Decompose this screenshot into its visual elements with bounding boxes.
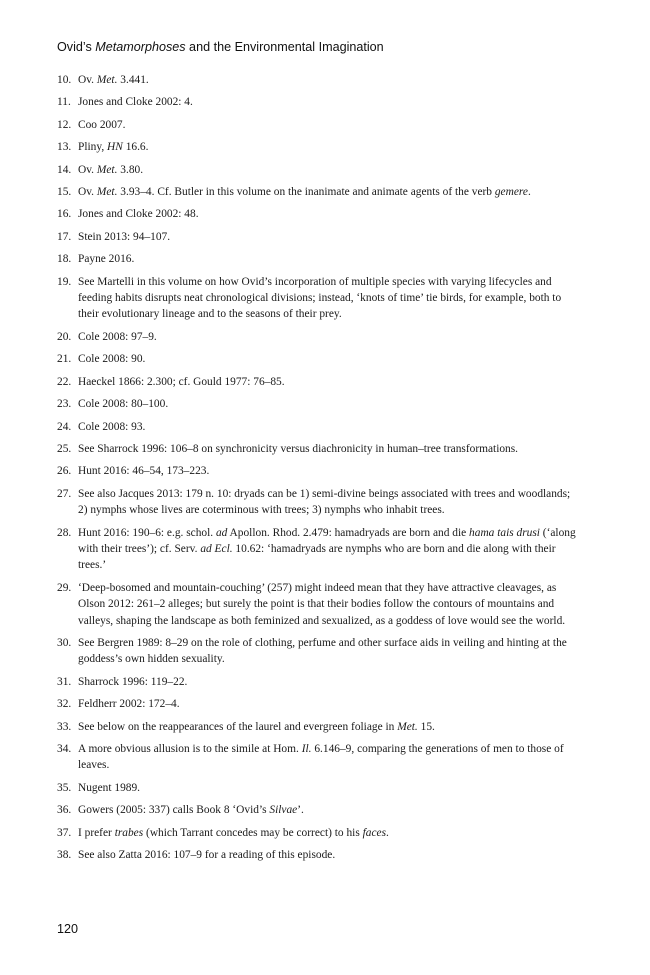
endnote-number: 12. — [57, 118, 72, 131]
endnote-text — [78, 331, 157, 343]
endnote — [57, 825, 577, 841]
endnote — [57, 374, 577, 390]
endnote-number: 15. — [57, 186, 72, 199]
endnote-text-segment: ’. — [297, 804, 304, 817]
endnote-text-segment: Feldherr 2002: 172–4. — [78, 698, 180, 711]
endnote-italic-segment: Met. — [397, 720, 418, 733]
endnote-number: 36. — [57, 804, 72, 817]
endnote — [57, 162, 577, 178]
endnote-number: 25. — [57, 442, 72, 455]
endnote-text-segment: 16.6. — [122, 141, 149, 154]
running-head-text: Ovid’s — [57, 40, 96, 54]
endnote — [57, 419, 577, 435]
endnote-number: 28. — [57, 526, 72, 539]
endnote — [57, 139, 577, 155]
endnote-text-segment: See Martelli in this volume on how Ovid’s incorporation of multiple species with varying lifecycles and feeding habits disrupts neat chronological divisions; instead, ‘knots of time’ tie birds, for example, both to their evolutionary lineage and to the seasons of their prey. — [78, 275, 562, 321]
endnote — [57, 251, 577, 267]
endnote-text — [78, 804, 304, 816]
endnote-text — [78, 74, 149, 86]
endnote — [57, 229, 577, 245]
endnote-text — [78, 276, 561, 321]
endnote-text-segment: 15. — [417, 720, 435, 733]
endnote-text — [78, 743, 564, 771]
endnote-number: 10. — [57, 74, 72, 86]
endnote-text — [78, 465, 209, 477]
endnote-number: 17. — [57, 230, 72, 243]
endnote — [57, 274, 577, 323]
endnote-text — [78, 186, 531, 198]
endnote — [57, 396, 577, 412]
endnote-text — [78, 208, 199, 220]
endnote-text — [78, 582, 565, 627]
running-head-text-end: and the Environmental Imagination — [185, 40, 384, 54]
endnote-text-segment: See also Jacques 2013: 179 n. 10: dryads can be 1) semi-divine beings associated with trees and woodlands; 2) nymphs whose lives are coterminous with trees; 3) nymphs who inhabit trees. — [78, 487, 571, 517]
endnote-text-segment: A more obvious allusion is to the simile at Hom. — [78, 743, 302, 755]
endnote-text — [78, 637, 567, 665]
endnote-number: 30. — [57, 636, 72, 649]
endnote-number: 13. — [57, 141, 72, 154]
endnote-text-segment: See below on the reappearances of the laurel and evergreen foliage in — [78, 720, 398, 733]
endnote — [57, 94, 577, 110]
endnote-text — [78, 398, 168, 410]
endnote — [57, 525, 577, 574]
endnote — [57, 674, 577, 690]
endnote-italic-segment: ad — [215, 526, 228, 539]
endnote-text — [78, 443, 518, 455]
endnote-text — [78, 119, 125, 131]
endnote — [57, 351, 577, 367]
endnote-italic-segment: trabes — [114, 826, 144, 839]
endnote-number: 26. — [57, 465, 72, 478]
endnote-text-segment: See also Zatta 2016: 107–9 for a reading of this episode. — [78, 849, 336, 862]
endnote — [57, 184, 577, 200]
endnote-text-segment: I prefer — [78, 826, 115, 839]
endnote-text-segment: Apollon. Rhod. 2.479: hamadryads are born and die — [227, 526, 470, 539]
endnote-text-segment: Hunt 2016: 46–54, 173–223. — [78, 465, 210, 478]
page-number: 120 — [57, 922, 79, 936]
endnote-text-segment: Haeckel 1866: 2.300; cf. Gould 1977: 76–85. — [78, 375, 285, 388]
endnote-number: 21. — [57, 353, 72, 366]
endnote-text — [78, 676, 187, 688]
endnote-italic-segment: Met. — [96, 74, 118, 86]
endnote-text-segment: Stein 2013: 94–107. — [78, 230, 171, 243]
endnote-text-segment: See Sharrock 1996: 106–8 on synchronicity versus diachronicity in human–tree transformations. — [78, 442, 519, 455]
endnotes-list — [57, 72, 577, 869]
endnote-text-segment: Ov. — [78, 74, 97, 86]
endnote-text-segment: 3.441. — [117, 74, 149, 86]
endnote-number: 27. — [57, 487, 72, 500]
endnote-text-segment: ‘Deep-bosomed and mountain-couching’ (257) might indeed mean that they have attractive cleavages, as Olson 2012: 261–2 alleges; but surely the point is that their bodies follow the contours of mountains and valleys, shaping the landscape as both feminized and sexualized, as a goddess of love would see the world. — [78, 581, 566, 627]
running-head-italic-title: Metamorphoses — [95, 40, 186, 54]
endnote-text — [78, 721, 435, 733]
endnote-italic-segment: Met. — [96, 163, 118, 176]
endnote-number: 16. — [57, 208, 72, 221]
endnote — [57, 206, 577, 222]
endnote-italic-segment: gemere — [494, 186, 528, 199]
endnote — [57, 580, 577, 629]
endnote-italic-segment: ad Ecl. — [200, 542, 233, 555]
endnote-text — [78, 782, 140, 794]
running-head — [57, 40, 384, 54]
endnote-text-segment: Ov. — [78, 163, 97, 176]
endnote-text-segment: Nugent 1989. — [78, 781, 141, 794]
endnote — [57, 463, 577, 479]
endnote-number: 37. — [57, 826, 72, 839]
endnote-text — [78, 96, 193, 108]
endnote-text-segment: . — [386, 826, 389, 839]
endnote-text-segment: 3.93–4. Cf. Butler in this volume on the inanimate and animate agents of the verb — [117, 186, 495, 199]
endnote-text-segment: Cole 2008: 97–9. — [78, 330, 157, 343]
endnote-text-segment: Gowers (2005: 337) calls Book 8 ‘Ovid’s — [78, 804, 270, 817]
endnote-number: 20. — [57, 330, 72, 343]
endnote-number: 18. — [57, 253, 72, 266]
endnote-text — [78, 849, 335, 861]
endnote-text-segment: . — [527, 186, 531, 199]
endnote-text-segment: 10.62: ‘hamadryads are nymphs who are born and die along with their trees.’ — [78, 542, 556, 572]
endnote-number: 14. — [57, 163, 72, 176]
endnote — [57, 441, 577, 457]
endnote-italic-segment: Met. — [96, 186, 118, 199]
endnote — [57, 635, 577, 668]
endnote-number: 29. — [57, 581, 72, 594]
endnote — [57, 486, 577, 519]
endnote-text-segment: Ov. — [78, 186, 97, 199]
endnote-number: 32. — [57, 698, 72, 711]
endnote — [57, 719, 577, 735]
endnote-number: 38. — [57, 849, 72, 862]
endnote-italic-segment: faces — [362, 826, 387, 839]
endnote-number: 34. — [57, 743, 72, 755]
endnote — [57, 741, 577, 774]
endnote-text-segment: Sharrock 1996: 119–22. — [78, 675, 188, 688]
endnote-text-segment: (‘along with their trees’); cf. Serv. — [78, 526, 576, 555]
endnote-text — [78, 253, 134, 265]
endnote-text-segment: Payne 2016. — [78, 253, 135, 266]
endnote — [57, 847, 577, 863]
endnote-text — [78, 527, 576, 572]
endnote-text — [78, 376, 285, 388]
endnote-text-segment: (which Tarrant concedes may be correct) to his — [143, 826, 363, 839]
endnote-text — [78, 827, 389, 839]
endnote-text-segment: Coo 2007. — [78, 118, 126, 131]
endnote-text — [78, 164, 143, 176]
endnote-italic-segment: hama tais drusi — [469, 526, 540, 539]
endnote-number: 11. — [57, 96, 71, 109]
endnote-text-segment: Jones and Cloke 2002: 4. — [78, 96, 193, 109]
endnote-number: 33. — [57, 720, 72, 733]
endnote-number: 31. — [57, 675, 72, 688]
endnote-italic-segment: HN — [107, 141, 123, 154]
endnote-text-segment: Cole 2008: 80–100. — [78, 398, 169, 411]
endnote-number: 19. — [57, 275, 72, 288]
endnote-text-segment: Cole 2008: 90. — [78, 353, 146, 366]
endnote — [57, 329, 577, 345]
endnote — [57, 72, 577, 88]
endnote — [57, 780, 577, 796]
endnote-italic-segment: Silvae — [269, 804, 298, 817]
endnote-text — [78, 141, 148, 153]
endnote — [57, 802, 577, 818]
endnote-text-segment: 3.80. — [117, 163, 144, 176]
endnote-text — [78, 421, 145, 433]
endnote — [57, 696, 577, 712]
endnote-text — [78, 698, 180, 710]
endnote-text-segment: Hunt 2016: 190–6: e.g. schol. — [78, 526, 216, 539]
endnote-text-segment: Cole 2008: 93. — [78, 420, 146, 433]
endnote-text-segment: Pliny, — [78, 141, 108, 154]
endnote-italic-segment: Il. — [301, 743, 312, 755]
endnote-text-segment: 6.146–9, comparing the generations of men to those of leaves. — [78, 743, 564, 772]
endnote-text — [78, 353, 145, 365]
endnote-text — [78, 488, 570, 516]
endnote-number: 24. — [57, 420, 72, 433]
endnote-number: 23. — [57, 398, 72, 411]
endnote-text-segment: Jones and Cloke 2002: 48. — [78, 208, 199, 221]
endnote-text-segment: See Bergren 1989: 8–29 on the role of clothing, perfume and other surface aids in veiling and hinting at the goddess’s own hidden sexuality. — [78, 636, 567, 666]
endnote-number: 22. — [57, 375, 72, 388]
endnote-number: 35. — [57, 781, 72, 794]
endnote — [57, 117, 577, 133]
endnote-text — [78, 231, 170, 243]
